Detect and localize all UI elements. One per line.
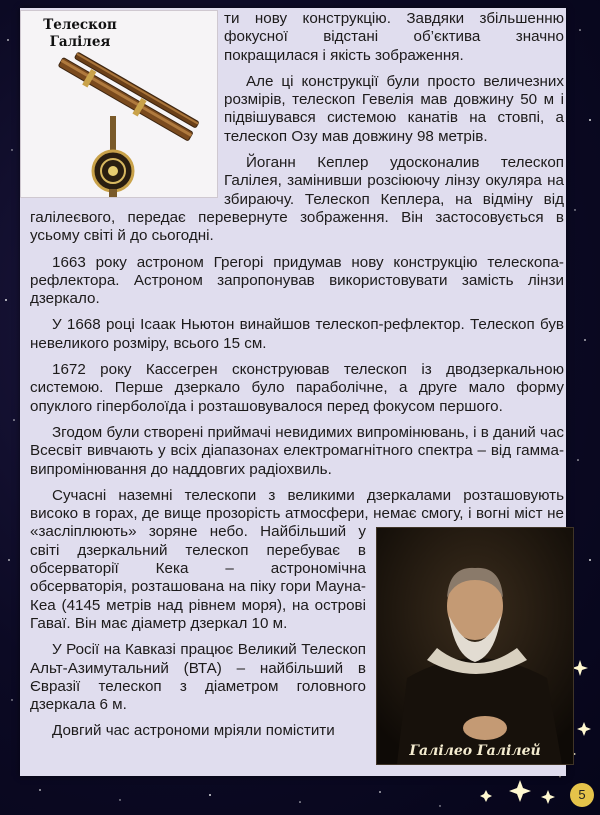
galileo-portrait-illustration xyxy=(377,528,573,764)
paragraph-10: Довгий час астрономи мріяли помістити xyxy=(52,722,335,740)
paragraph-9: У Росії на Кавказі працює Великий Телескоп Альт-Азимутальний (ВТА) – найбільший в Євразії телескоп з діаметром головного дзеркала 6 м. xyxy=(30,641,366,714)
paragraph-2: Але ці конструкції були просто величезних розмірів, телескоп Гевелія мав довжину 50 м і підвішувався системою канатів на стовпі, а телескоп Озу мав довжину 98 метрів. xyxy=(224,72,564,145)
paragraph-1: ти нову конструкцію. Завдяки збільшенню фокусної відстані об’єктива значно покращилася і якість зображення. xyxy=(224,10,564,64)
telescope-caption: Телескоп Галілея xyxy=(43,17,117,50)
telescope-figure xyxy=(20,10,218,198)
portrait-figure xyxy=(376,527,574,765)
paragraph-3: Йоганн Кеплер удосконалив телескоп Галілея, замінивши розсіюючу лінзу окуляра на збираючу. Телескоп Кеплера, на відміну від галілеєвого, передає перевернуте зображення. Він застосовується в усьому світі й до сьогодні. xyxy=(30,154,564,245)
paragraph-5: У 1668 році Ісаак Ньютон винайшов телескоп-рефлектор. Телескоп був невеликого розміру, всього 15 см. xyxy=(30,316,564,352)
portrait-caption: Галілео Галілей xyxy=(409,742,541,759)
page-number: 5 xyxy=(570,783,594,807)
paragraph-4: 1663 року астроном Грегорі придумав нову конструкцію телескопа-рефлектора. Астроном запропонував використовувати замість лінзи дзеркало. xyxy=(30,253,564,308)
paragraph-6: 1672 року Кассегрен сконструював телескоп із дводзеркальною системою. Перше дзеркало було параболічне, а друге мало форму опуклого гіперболоїда і розташовувалося перед фокусом першого. xyxy=(30,361,564,415)
paragraph-7: Згодом були створені приймачі невидимих випромінювань, і в даний час Всесвіт вивчають у всіх діапазонах електромагнітного спектра – від гамма-випромінювання до наддовгих радіохвиль. xyxy=(30,423,564,478)
paragraph-8: Сучасні наземні телескопи з великими дзеркалами розташовують високо в горах, де вище прозорість атмосфери, немає смогу, і вогні міст не «засліплюють» зоряне небо. Найбільший у світі дзеркальний телескоп перебуває в обсерваторії Кека – астрономічна обсерваторія, розташована на піку гори Мауна-Кеа (4145 метрів над рівнем моря), на острові Гаваї. Він має діаметр дзеркал 10 м. xyxy=(30,486,564,632)
article-text xyxy=(30,10,564,765)
